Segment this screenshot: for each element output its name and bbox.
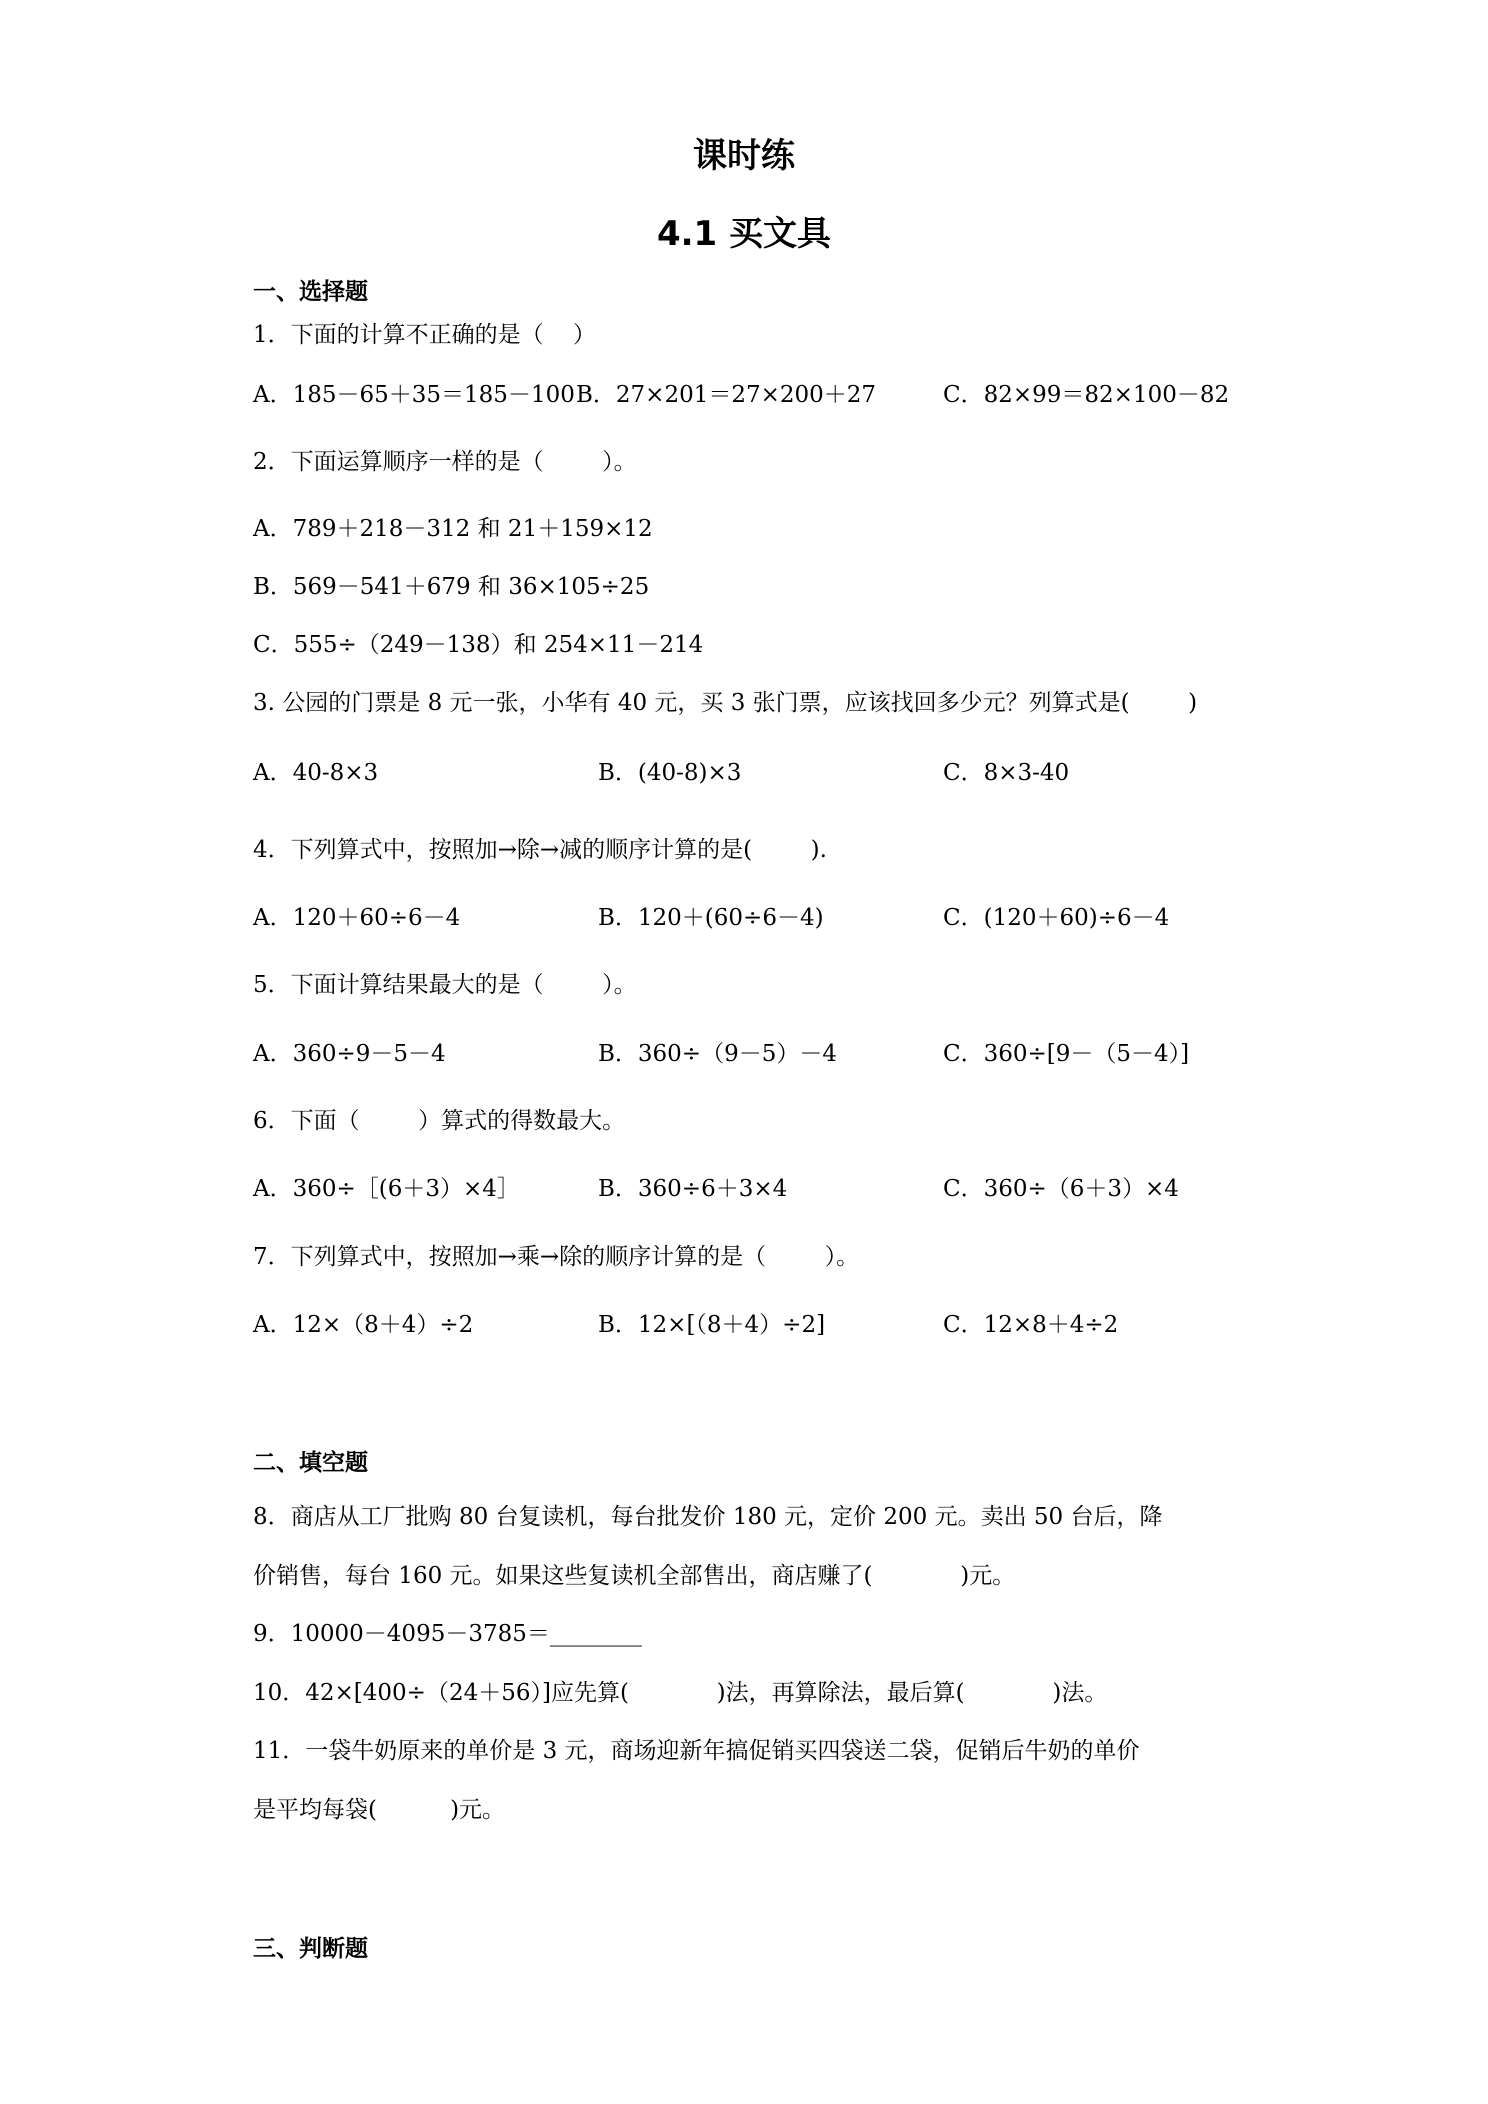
question-4-option-c: C．(120＋60)÷6－4 bbox=[943, 905, 1170, 931]
section-heading-judge: 三、判断题 bbox=[253, 1936, 368, 1962]
question-7-stem: 7．下列算式中，按照加→乘→除的顺序计算的是（ ）。 bbox=[253, 1244, 860, 1270]
question-3-option-b: B．(40-8)×3 bbox=[598, 760, 742, 786]
question-4-option-b: B．120＋(60÷6－4) bbox=[598, 905, 824, 931]
question-1-option-c: C．82×99＝82×100－82 bbox=[943, 382, 1230, 408]
question-6-stem: 6．下面（ ）算式的得数最大。 bbox=[253, 1108, 626, 1134]
question-1-stem: 1．下面的计算不正确的是（ ） bbox=[253, 322, 596, 348]
question-11-line-1: 11．一袋牛奶原来的单价是 3 元，商场迎新年搞促销买四袋送二袋，促销后牛奶的单价 bbox=[253, 1738, 1140, 1764]
question-3-option-a: A．40-8×3 bbox=[253, 760, 379, 786]
question-5-option-c: C．360÷[9－（5－4）] bbox=[943, 1041, 1190, 1067]
question-6-option-b: B．360÷6＋3×4 bbox=[598, 1176, 788, 1202]
question-8-line-2: 价销售，每台 160 元。如果这些复读机全部售出，商店赚了( )元。 bbox=[253, 1563, 1016, 1589]
question-11-line-2: 是平均每袋( )元。 bbox=[253, 1797, 506, 1823]
question-7-option-c: C．12×8＋4÷2 bbox=[943, 1312, 1119, 1338]
question-3-stem: 3. 公园的门票是 8 元一张，小华有 40 元，买 3 张门票，应该找回多少元？列算式是( ) bbox=[253, 690, 1198, 716]
question-10: 10．42×[400÷（24＋56）]应先算( )法，再算除法，最后算( )法。 bbox=[253, 1680, 1108, 1706]
question-3-option-c: C．8×3-40 bbox=[943, 760, 1070, 786]
question-1-option-b: B．27×201＝27×200＋27 bbox=[576, 382, 877, 408]
question-5-stem: 5．下面计算结果最大的是（ ）。 bbox=[253, 972, 637, 998]
question-6-option-c: C．360÷（6＋3）×4 bbox=[943, 1176, 1179, 1202]
question-9: 9．10000－4095－3785＝________ bbox=[253, 1621, 642, 1647]
page-title: 课时练 bbox=[693, 136, 795, 176]
question-2-option-a: A．789＋218－312 和 21＋159×12 bbox=[253, 516, 653, 542]
question-2-stem: 2．下面运算顺序一样的是（ ）。 bbox=[253, 449, 637, 475]
question-1-option-a: A．185－65＋35＝185－100 bbox=[253, 382, 575, 408]
section-heading-fill: 二、填空题 bbox=[253, 1450, 368, 1476]
question-2-option-c: C．555÷（249－138）和 254×11－214 bbox=[253, 632, 704, 658]
question-4-stem: 4．下列算式中，按照加→除→减的顺序计算的是( ). bbox=[253, 837, 827, 863]
section-heading-choice: 一、选择题 bbox=[253, 279, 368, 305]
question-7-option-a: A．12×（8＋4）÷2 bbox=[253, 1312, 474, 1338]
question-6-option-a: A．360÷［(6＋3）×4］ bbox=[253, 1176, 520, 1202]
question-8-line-1: 8．商店从工厂批购 80 台复读机，每台批发价 180 元，定价 200 元。卖出 50 台后，降 bbox=[253, 1504, 1163, 1530]
question-5-option-a: A．360÷9－5－4 bbox=[253, 1041, 446, 1067]
question-2-option-b: B．569－541＋679 和 36×105÷25 bbox=[253, 574, 650, 600]
question-7-option-b: B．12×[（8＋4）÷2] bbox=[598, 1312, 826, 1338]
page-subtitle: 4.1 买文具 bbox=[656, 214, 832, 254]
question-5-option-b: B．360÷（9－5）－4 bbox=[598, 1041, 837, 1067]
question-4-option-a: A．120＋60÷6－4 bbox=[253, 905, 461, 931]
